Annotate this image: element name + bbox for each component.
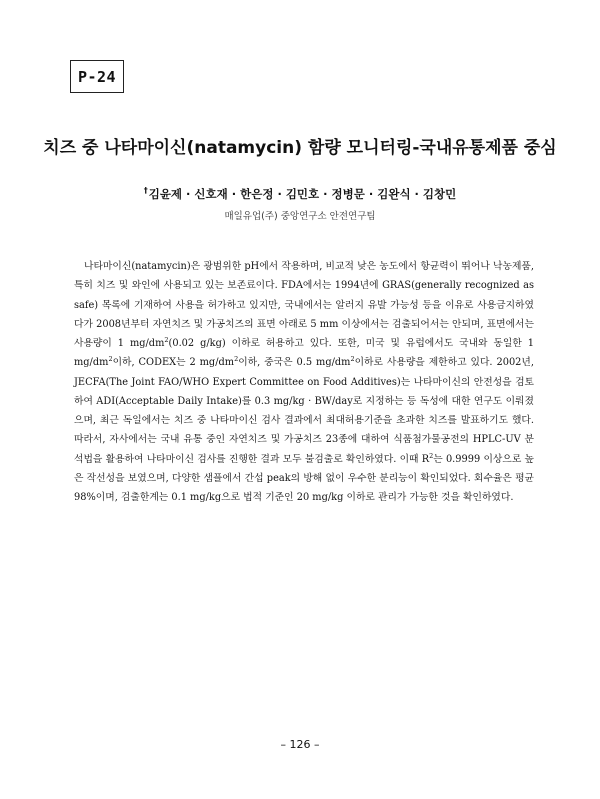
paper-title: 치즈 중 나타마이신(natamycin) 함량 모니터링-국내유통제품 중심 xyxy=(43,138,557,158)
poster-number-badge: P-24 xyxy=(70,60,124,93)
page-number: – 126 – xyxy=(280,738,320,751)
superscript-2: 2 xyxy=(234,355,239,364)
abstract-text-3: 이하, CODEX는 2 mg/dm xyxy=(112,357,235,369)
corresponding-author-mark: † xyxy=(143,186,148,195)
superscript-2: 2 xyxy=(164,336,169,344)
abstract-text-4: 이하, 중국은 0.5 mg/dm xyxy=(238,357,351,369)
author-list xyxy=(40,186,560,202)
abstract-text-2: (0.02 g/kg) 이하로 허용하고 있다. 또한, 미국 및 유럽에서도 국내와 동일한 1 mg/dm xyxy=(74,338,534,369)
abstract-text-6: 는 0.9999 이상으로 높은 작선성을 보였으며, 다양한 샘플에서 간섭 peak의 방해 없이 우수한 분리능이 확인되었다. 회수율은 평균 98%이며, 검출한계는 0.1 mg/kg으로 법적 기준인 20 mg/kg 이하로 관리가 가능한 것을 확인하였다. xyxy=(74,453,535,503)
abstract-text-1: 나타마이신(natamycin)은 광범위한 pH에서 작용하며, 비교적 낮은 농도에서 항균력이 뛰어나 낙농제품, 특히 치즈 및 와인에 사용되고 있는 보존료이다. FDA에서는 1994년에 GRAS(generally recognized as safe) 목록에 기재하여 사용을 허가하고 있지만, 국내에서는 알러지 유발 가능성 등을 이유로 사용금지하였다가 2008년부터 자연치즈 및 가공치즈의 표면 아래로 5 mm 이상에서는 검출되어서는 안되며, 표면에서는 사용량이 1 mg/dm xyxy=(74,261,534,349)
superscript-2: 2 xyxy=(108,355,113,364)
superscript-2: 2 xyxy=(350,355,355,364)
author-names: 김윤제 · 신호재 · 한은정 · 김민호 · 정병문 · 김완식 · 김창민 xyxy=(148,187,457,201)
author-affiliation: 매일유업(주) 중앙연구소 안전연구팀 xyxy=(224,211,376,222)
abstract-paragraph xyxy=(74,257,534,507)
abstract-text-5: 이하로 사용량을 제한하고 있다. 2002년, JECFA(The Joint FAO/WHO Expert Committee on Food Additives)는 나타마이신의 안전성을 검토하여 ADI(Acceptable Daily Intake)를 0.3 mg/kg · BW/day로 지정하는 등 독성에 대한 연구도 이뤄졌으며, 최근 독일에서는 치즈 중 나타마이신 검사 결과에서 최대허용기준을 초과한 치즈를 발표하기도 했다. 따라서, 자사에서는 국내 유통 중인 자연치즈 및 가공치즈 23종에 대하여 식품첨가물공전의 HPLC-UV 분석법을 활용하여 나타마이신 검사를 진행한 결과 모두 불검출로 확인하였다. 이때 R xyxy=(74,357,534,465)
superscript-2: 2 xyxy=(429,451,434,460)
